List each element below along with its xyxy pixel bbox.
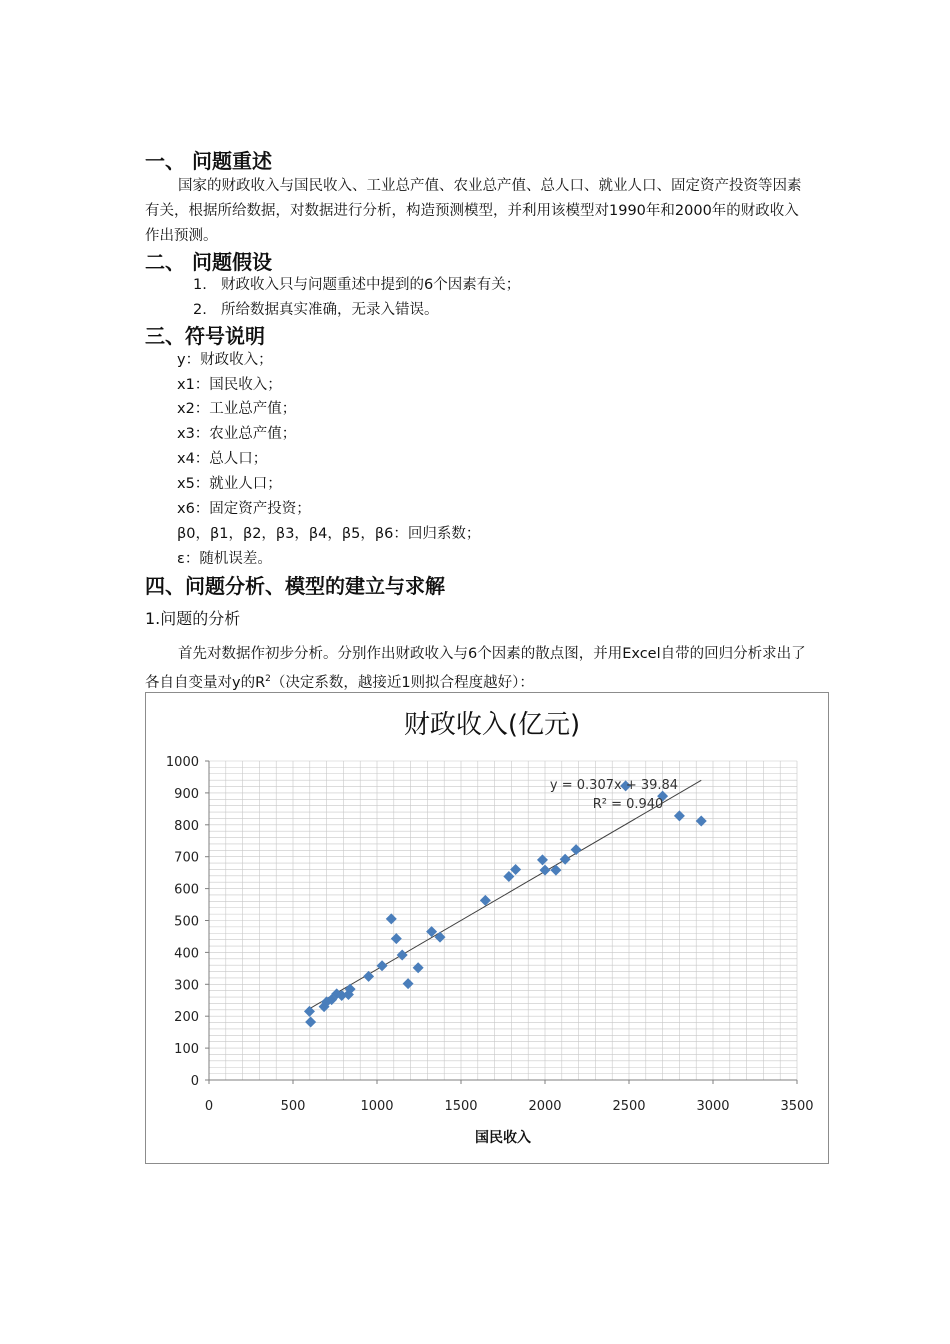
scatter-chart (145, 692, 829, 1164)
data-point (305, 1016, 316, 1027)
y-tick-label: 600 (174, 882, 199, 898)
x-tick-label: 3000 (696, 1099, 730, 1114)
section-4-paragraph (145, 642, 810, 696)
assumption-text: 财政收入只与问题重述中提到的6个因素有关； (221, 277, 521, 293)
symbol-item: x1：国民收入； (177, 377, 282, 393)
y-tick-label: 200 (174, 1010, 199, 1026)
y-tick-label: 0 (190, 1074, 199, 1089)
section-3-title: 三、符号说明 (145, 324, 265, 348)
x-axis-label: 国民收入 (475, 1130, 531, 1146)
assumption-item (193, 273, 520, 297)
section-2-title: 二、 问题假设 (145, 250, 272, 274)
y-tick-label: 500 (174, 914, 199, 930)
symbol-item: ε：随机误差。 (177, 551, 272, 567)
y-tick-label: 800 (174, 818, 199, 834)
x-tick-label: 2000 (528, 1099, 562, 1114)
data-point (510, 864, 521, 875)
assumption-item (193, 298, 439, 322)
y-tick-label: 900 (174, 786, 199, 802)
x-tick-label: 1000 (360, 1099, 394, 1114)
y-tick-label: 400 (174, 946, 199, 962)
symbol-item: x3：农业总产值； (177, 426, 297, 442)
section-1-title: 一、 问题重述 (145, 149, 272, 173)
trendline-equation: y = 0.307x + 39.84 (549, 778, 679, 793)
x-tick-label: 0 (204, 1099, 214, 1114)
symbol-item: y：财政收入； (177, 352, 273, 368)
y-tick-label: 100 (174, 1042, 199, 1058)
symbol-item: x4：总人口； (177, 451, 268, 467)
section-4-title: 四、问题分析、模型的建立与求解 (145, 574, 445, 598)
x-tick-label: 1500 (444, 1099, 478, 1114)
assumption-text: 所给数据真实准确，无录入错误。 (221, 302, 439, 318)
paragraph-text-a: 首先对数据作初步分析。分别作出财政收入与6个因素的散点图，并用Excel自带的回归分析求出了各自自变量对y的R (145, 646, 806, 691)
subsection-title: 1.问题的分析 (145, 609, 241, 628)
data-point (304, 1006, 315, 1017)
y-tick-label: 1000 (165, 755, 199, 770)
paragraph-text-b: （决定系数，越接近1则拟合程度越好）： (270, 674, 534, 691)
assumption-number: 1. (193, 277, 207, 293)
data-point (537, 854, 548, 865)
assumption-number: 2. (193, 302, 207, 318)
data-point (386, 913, 397, 924)
symbol-item: x2：工业总产值； (177, 401, 297, 417)
symbol-item: x6：固定资产投资； (177, 501, 311, 517)
data-point (391, 933, 402, 944)
data-point (403, 978, 414, 989)
chart-svg (146, 693, 830, 1165)
symbol-item: x5：就业人口； (177, 476, 282, 492)
chart-title: 财政收入(亿元) (403, 710, 581, 740)
superscript-2: 2 (265, 674, 271, 684)
x-tick-label: 2500 (612, 1099, 646, 1114)
chart-ticks (166, 755, 814, 1114)
chart-grid (209, 761, 797, 1080)
y-tick-label: 700 (174, 850, 199, 866)
x-tick-label: 3500 (780, 1099, 814, 1114)
data-point (503, 871, 514, 882)
section-1-paragraph: 国家的财政收入与国民收入、工业总产值、农业总产值、总人口、就业人口、固定资产投资等因素有关，根据所给数据，对数据进行分析，构造预测模型，并利用该模型对1990年和2000年的财政收入作出预测。 (145, 178, 802, 244)
x-tick-label: 500 (280, 1099, 306, 1114)
data-point (571, 844, 582, 855)
trendline-r2: R² = 0.940 (592, 797, 664, 812)
y-tick-label: 300 (174, 978, 199, 994)
data-point (377, 960, 388, 971)
data-point (550, 865, 561, 876)
symbol-item: β0，β1，β2，β3，β4，β5，β6：回归系数； (177, 526, 481, 542)
